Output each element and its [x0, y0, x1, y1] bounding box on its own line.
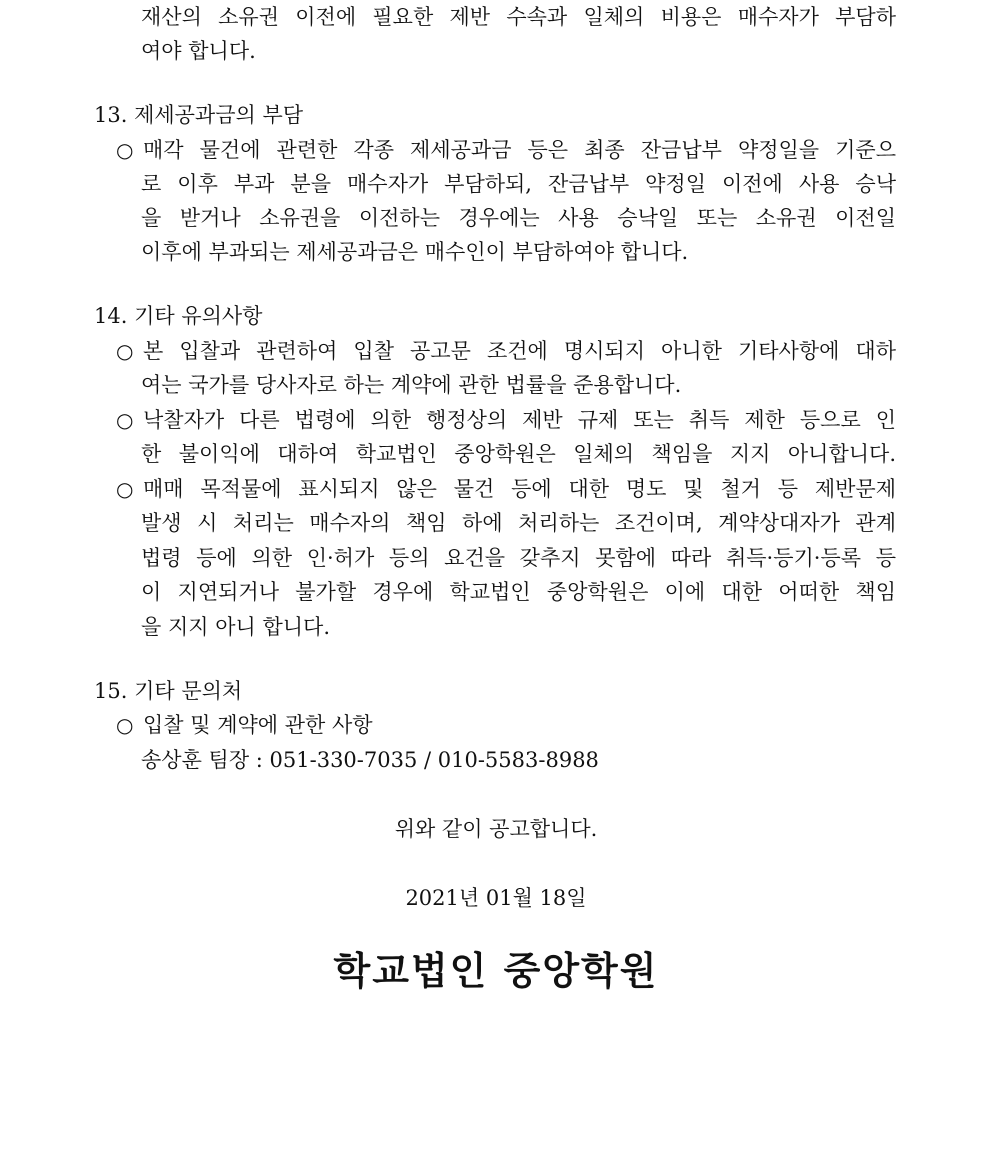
circle-bullet-icon: ○	[116, 339, 134, 363]
section-14-item-2-line-1: 낙찰자가 다른 법령에 의한 행정상의 제반 규제 또는 취득 제한 등으로 인	[143, 408, 896, 432]
circle-bullet-icon: ○	[116, 477, 134, 501]
continuation-line-2: 여야 합니다.	[141, 39, 256, 63]
section-14-item-1-line-2: 여는 국가를 당사자로 하는 계약에 관한 법률을 준용합니다.	[141, 373, 682, 397]
section-14-item-3-line-1: 매매 목적물에 표시되지 않은 물건 등에 대한 명도 및 철거 등 제반문제	[143, 477, 896, 501]
issuer-signature: 학교법인 중앙학원	[333, 948, 659, 993]
section-13-line-4: 이후에 부과되는 제세공과금은 매수인이 부담하여야 합니다.	[141, 240, 689, 264]
section-15-item	[116, 712, 896, 738]
closing-statement: 위와 같이 공고합니다.	[394, 817, 598, 841]
section-14-item-1	[116, 338, 896, 364]
announcement-date: 2021년 01월 18일	[405, 886, 587, 910]
section-15-heading: 15. 기타 문의처	[94, 679, 243, 703]
circle-bullet-icon: ○	[116, 138, 134, 162]
section-13-line-2: 로 이후 부과 분을 매수자가 부담하되, 잔금납부 약정일 이전에 사용 승낙	[141, 172, 896, 196]
section-14-item-2-line-2: 한 불이익에 대하여 학교법인 중앙학원은 일체의 책임을 지지 아니합니다.	[141, 442, 896, 466]
circle-bullet-icon: ○	[116, 408, 134, 432]
section-14-item-3-line-2: 발생 시 처리는 매수자의 책임 하에 처리하는 조건이며, 계약상대자가 관계	[141, 511, 896, 535]
section-13-line-3: 을 받거나 소유권을 이전하는 경우에는 사용 승낙일 또는 소유권 이전일	[141, 206, 896, 230]
section-13-item	[116, 137, 896, 163]
section-14-item-1-line-1: 본 입찰과 관련하여 입찰 공고문 조건에 명시되지 아니한 기타사항에 대하	[143, 339, 896, 363]
section-14-item-2	[116, 407, 896, 433]
section-14-item-3	[116, 476, 896, 502]
section-14-item-3-line-3: 법령 등에 의한 인·허가 등의 요건을 갖추지 못함에 따라 취득·등기·등록 등	[141, 546, 896, 570]
section-13-line-1: 매각 물건에 관련한 각종 제세공과금 등은 최종 잔금납부 약정일을 기준으	[143, 138, 896, 162]
section-15-item-text: 입찰 및 계약에 관한 사항	[143, 713, 373, 737]
section-14-heading: 14. 기타 유의사항	[94, 304, 263, 328]
section-14-item-3-line-4: 이 지연되거나 불가할 경우에 학교법인 중앙학원은 이에 대한 어떠한 책임	[141, 580, 896, 604]
section-13-heading: 13. 제세공과금의 부담	[94, 103, 304, 127]
continuation-line-1: 재산의 소유권 이전에 필요한 제반 수속과 일체의 비용은 매수자가 부담하	[141, 5, 896, 29]
section-14-item-3-line-5: 을 지지 아니 합니다.	[141, 615, 330, 639]
contact-line: 송상훈 팀장 : 051-330-7035 / 010-5583-8988	[141, 748, 599, 772]
circle-bullet-icon: ○	[116, 713, 134, 737]
